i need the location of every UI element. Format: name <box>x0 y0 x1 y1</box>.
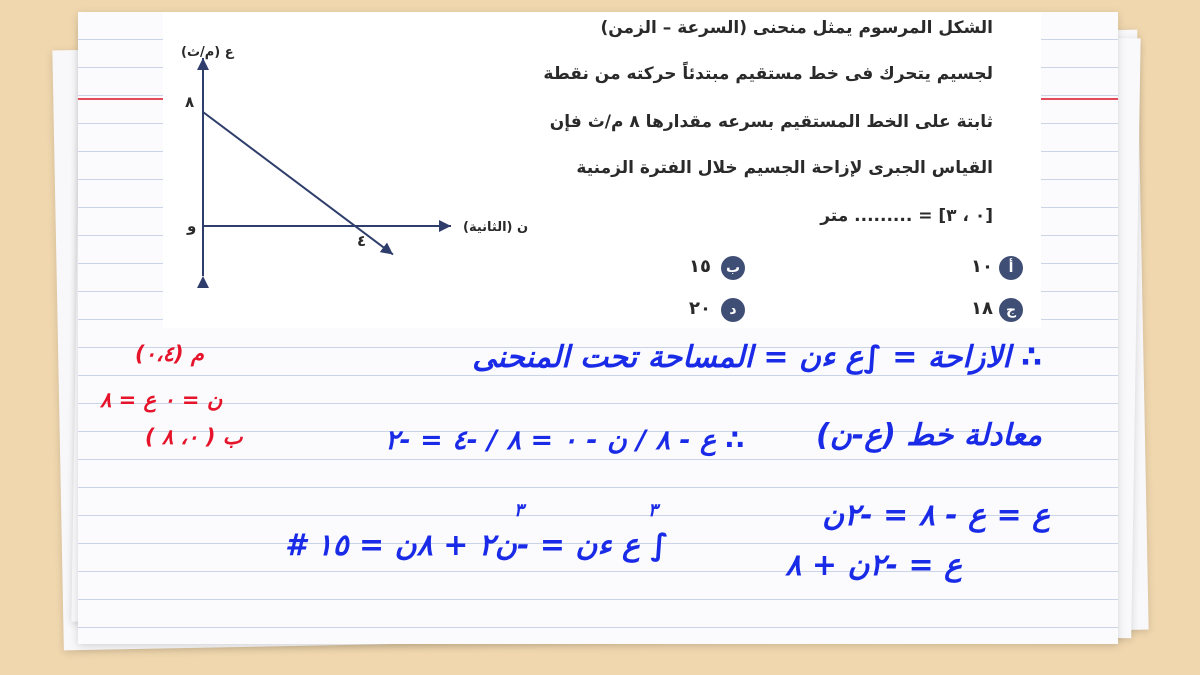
question-line-1: الشكل المرسوم يمثل منحنى (السرعة – الزمن) <box>600 18 993 38</box>
option-b-value: ١٥ <box>689 256 711 277</box>
upper-limit-a: ٣ <box>514 500 524 521</box>
point-a-note: م (٠،٤) <box>135 342 204 366</box>
origin-label: و <box>187 217 197 235</box>
option-c-badge: ج <box>999 298 1023 322</box>
option-d[interactable] <box>669 296 759 324</box>
velocity-equation-1: ع = ع - ٨ = -٢ن <box>822 498 1050 533</box>
velocity-time-chart <box>163 12 543 328</box>
y-tick-label: ٨ <box>185 93 195 111</box>
velocity-equation-2: ع = -٢ن + ٨ <box>785 548 962 583</box>
point-b-note: ب ( ٠، ٨ ) <box>145 425 243 449</box>
question-line-3: ثابتة على الخط المستقيم بسرعه مقدارها ٨ م/ث فإن <box>549 112 993 132</box>
x-tick-label: ٤ <box>357 232 367 250</box>
option-d-badge: د <box>721 298 745 322</box>
solution-line-1: ∴ الازاحة = ∫ع ءن = المساحة تحت المنحنى <box>472 340 1042 375</box>
question-line-4: القياس الجبرى لإزاحة الجسيم خلال الفترة الزمنية <box>576 158 993 178</box>
option-a[interactable] <box>971 254 1045 282</box>
line-equation-label: معادلة خط (ع-ن) <box>816 418 1042 453</box>
question-card <box>163 12 1041 328</box>
question-line-5: [٠ ، ٣] = ......... متر <box>820 206 993 226</box>
y-axis-label: ع (م/ث) <box>181 45 234 60</box>
option-d-value: ٢٠ <box>689 298 711 319</box>
option-b[interactable] <box>669 254 759 282</box>
chart-svg <box>163 12 543 328</box>
x-axis-label: ن (الثانية) <box>463 220 529 235</box>
slope-calculation: ∴ ع - ٨ / ن - ٠ = ٨ / -٤ = -٢ <box>385 425 745 456</box>
initial-values-note: ن = ٠ ع = ٨ <box>100 388 223 412</box>
upper-limit-b: ٣ <box>648 500 658 521</box>
option-c[interactable] <box>971 296 1045 324</box>
option-c-value: ١٨ <box>971 298 993 319</box>
question-line-2: لجسيم يتحرك فى خط مستقيم مبتدئاً حركته من نقطة <box>543 64 993 84</box>
integral-result: ∫ ع ءن = -ن٢ + ٨ن = ١٥ # <box>285 528 669 563</box>
option-b-badge: ب <box>721 256 745 280</box>
option-a-badge: أ <box>999 256 1023 280</box>
option-a-value: ١٠ <box>971 256 993 277</box>
